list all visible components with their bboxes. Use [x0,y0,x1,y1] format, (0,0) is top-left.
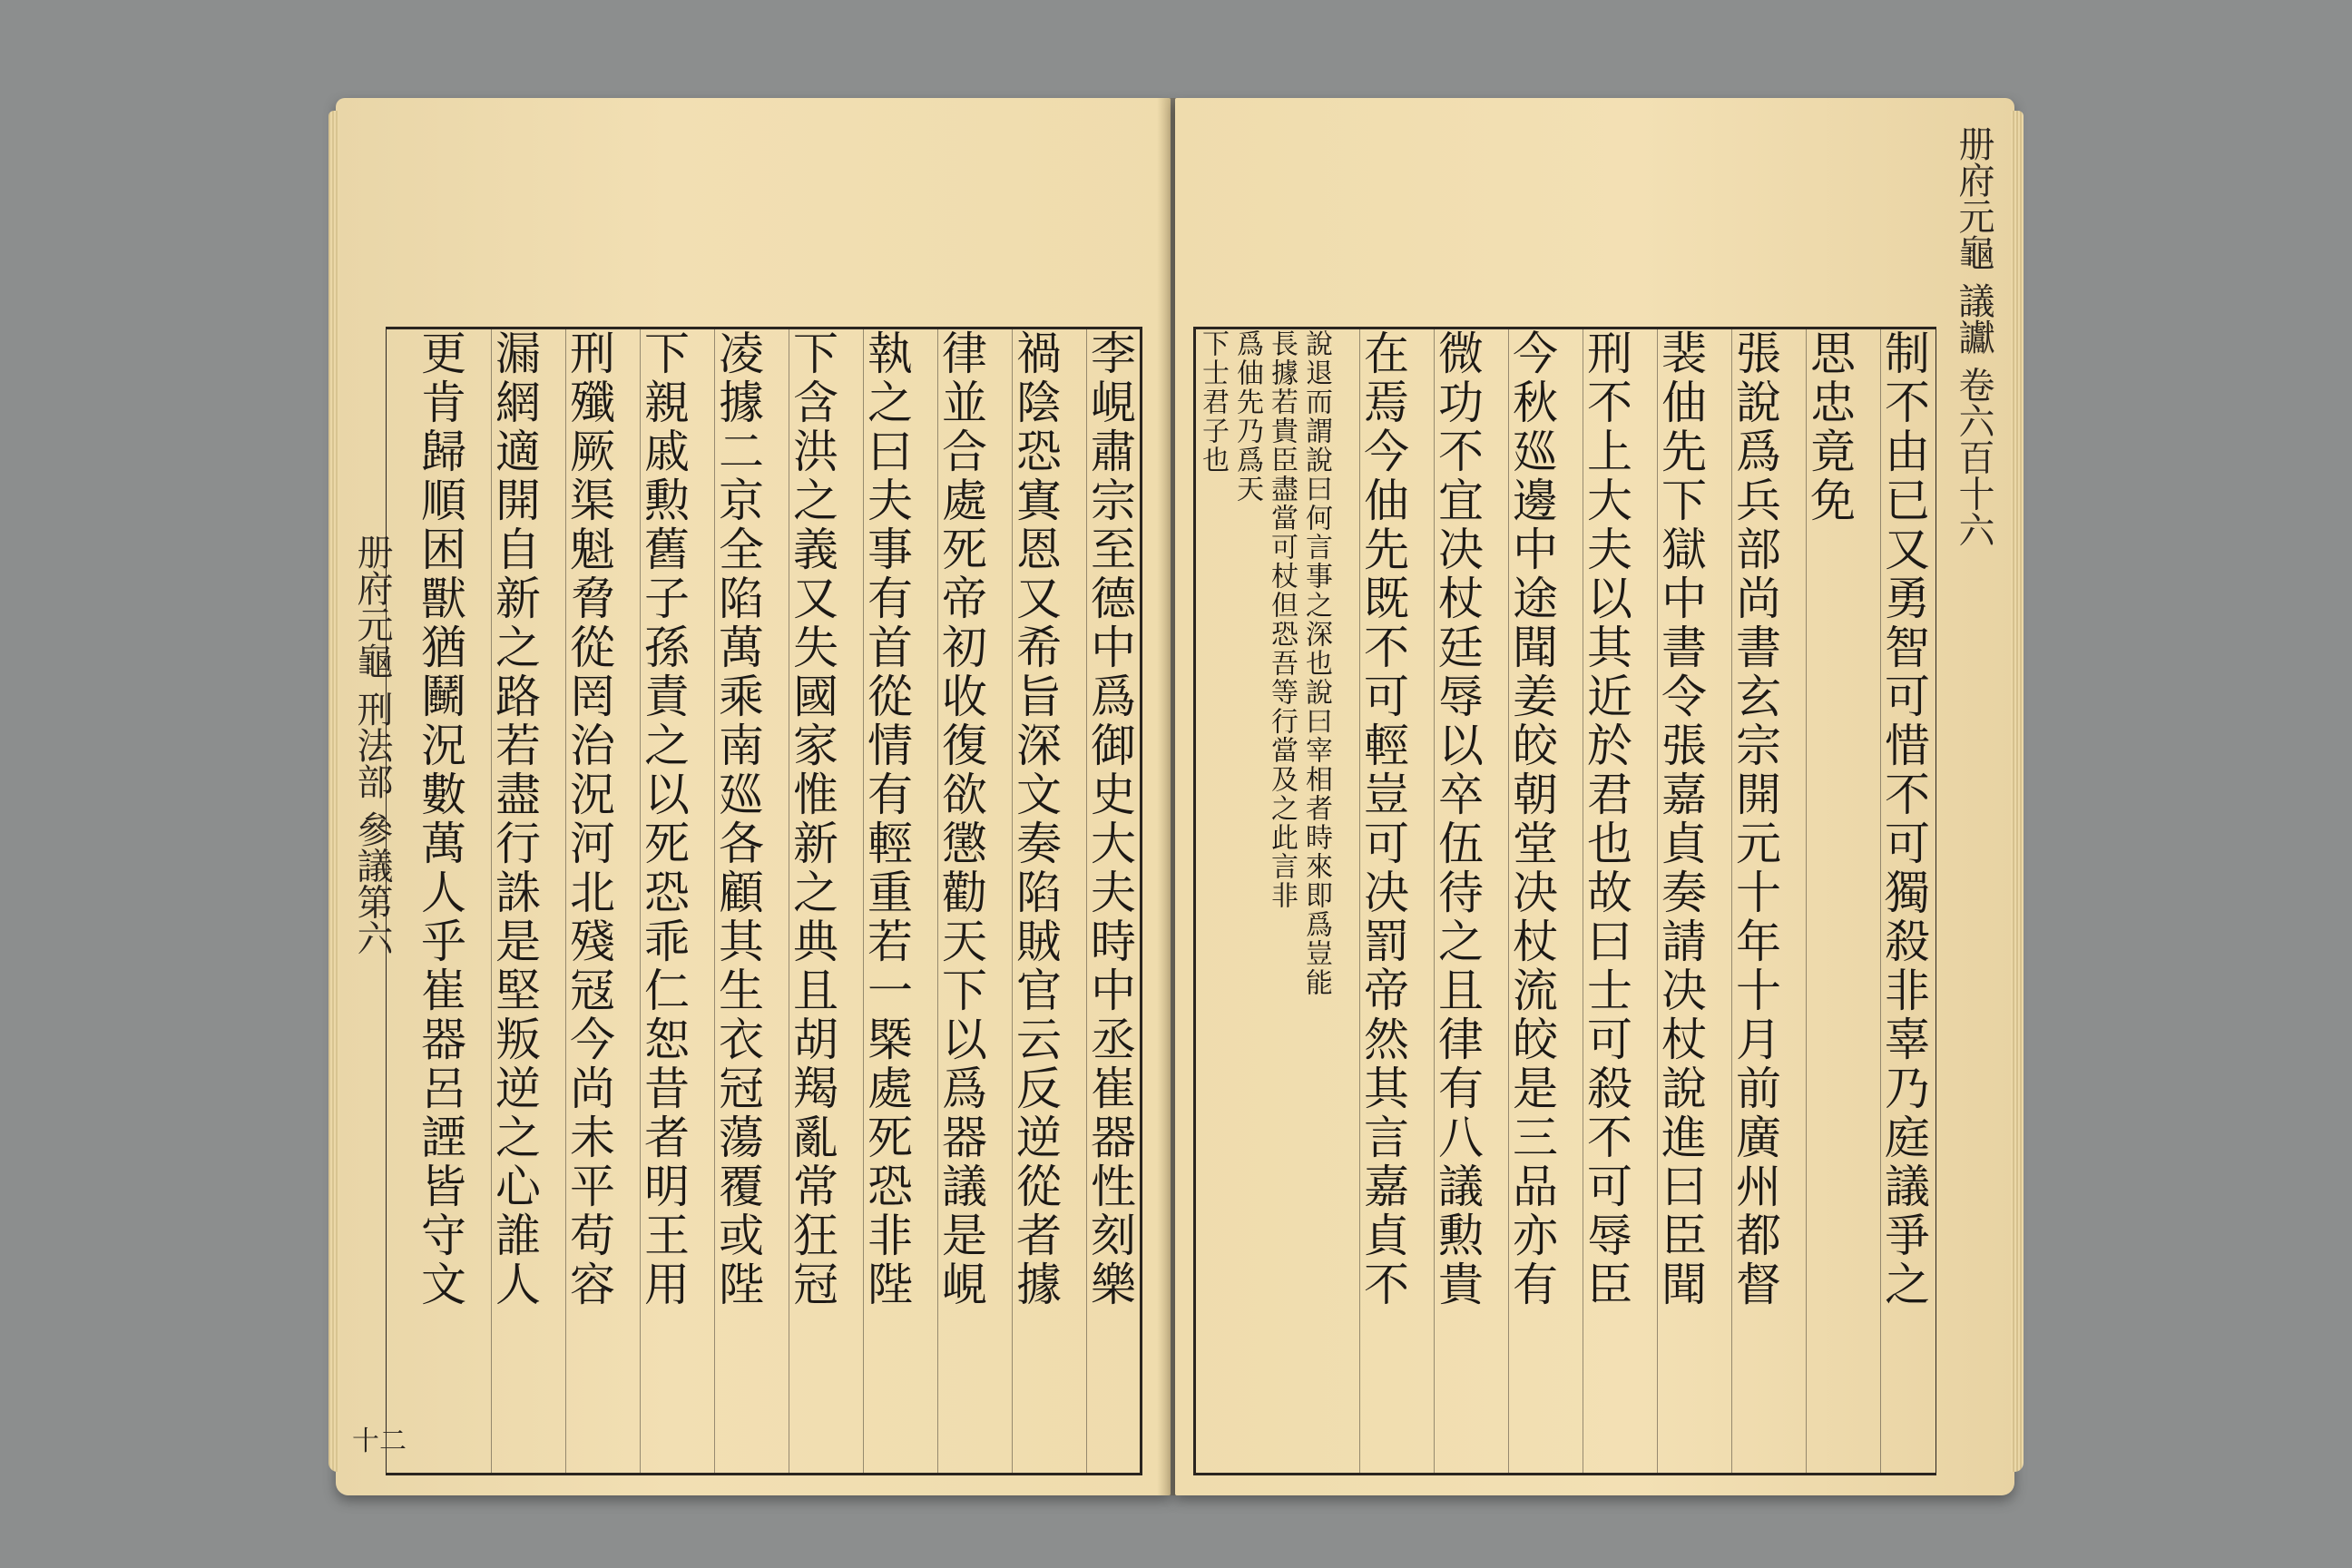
page-edge [2011,111,2024,1472]
text-column: 凌據二京全陷萬乘南廵各顧其生衣冠蕩覆或陛 [714,329,760,1473]
text-column: 禍陰恐寘恩又希旨深文奏陷賊官云反逆從者據 [1012,329,1058,1473]
text-column: 律並合處死帝初收復欲懲勸天下以爲器議是峴 [937,329,984,1473]
note-column: 長據若貴臣盡當可杖但恐吾等行當及之此言非 [1266,329,1298,910]
left-margin-title: 册府元龜 刑法部 參議第六 [351,534,393,956]
text-column: 今秋廵邊中途聞姜皎朝堂决杖流皎是三品亦有 [1508,329,1554,1473]
text-column: 下含洪之義又失國家惟新之典且胡羯亂常狂冠 [789,329,835,1473]
text-column: 執之曰夫事有首從情有輕重若一槩處死恐非陛 [863,329,909,1473]
text-column: 刑不上大夫以其近於君也故曰士可殺不可辱臣 [1583,329,1629,1473]
left-text-frame [386,327,1142,1475]
text-column: 思忠竟免 [1806,329,1852,1473]
text-column: 在焉今伷先既不可輕豈可决罰帝然其言嘉貞不 [1359,329,1406,1473]
text-column: 制不由已又勇智可惜不可獨殺非辜乃庭議爭之 [1880,329,1926,1473]
text-column: 張說爲兵部尚書玄宗開元十年十月前廣州都督 [1731,329,1778,1473]
note-column: 下士君子也 [1197,329,1229,475]
folio-number: 十二 [352,1426,407,1457]
text-column: 裴伷先下獄中書令張嘉貞奏請决杖說進曰臣聞 [1657,329,1703,1473]
text-column: 下親戚勲舊子孫責之以死恐乖仁恕昔者明王用 [640,329,686,1473]
right-margin-title: 册府元龜 議讞 卷六百十六 [1953,125,1994,548]
text-column: 漏網適開自新之路若盡行誅是堅叛逆之心誰人 [491,329,537,1473]
text-column: 李峴肅宗至德中爲御史大夫時中丞崔器性刻樂 [1086,329,1132,1473]
right-text-frame [1193,327,1936,1475]
note-column: 爲伷先乃爲天 [1231,329,1263,504]
open-book [336,98,2014,1495]
text-column: 刑殲厥渠魁脅從罔治況河北殘冦今尚未平苟容 [565,329,612,1473]
right-page [1175,98,2014,1495]
page-edge [328,111,339,1472]
left-page [336,98,1171,1495]
text-column: 更肯歸順困獸猶鬭況數萬人乎崔器呂諲皆守文 [414,329,466,1309]
note-column: 說退而謂說曰何言事之深也說曰宰相者時來即爲豈能 [1300,329,1332,997]
text-column: 微功不宜决杖廷辱以卒伍待之且律有八議勲貴 [1434,329,1480,1473]
